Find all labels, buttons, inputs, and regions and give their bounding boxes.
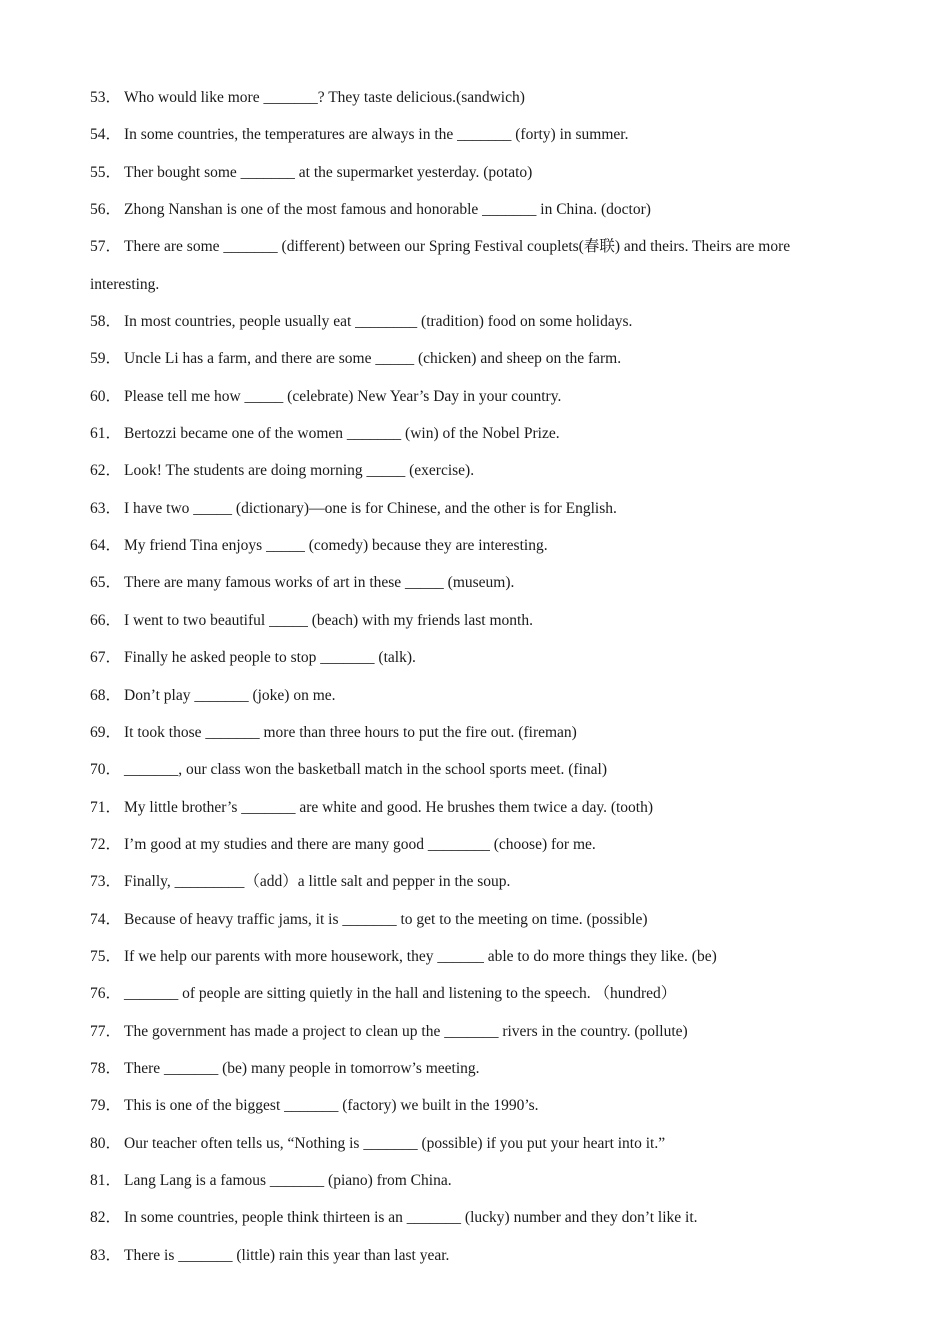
- question-number: 61．: [90, 425, 122, 443]
- question-text: Look! The students are doing morning _____ (exercise).: [124, 462, 475, 480]
- question-text: Bertozzi became one of the women _______ (win) of the Nobel Prize.: [124, 425, 560, 443]
- question-text: I’m good at my studies and there are many good ________ (choose) for me.: [124, 835, 596, 853]
- question-item: [90, 415, 860, 452]
- question-item: [90, 863, 860, 900]
- question-item: [90, 677, 860, 714]
- question-text: This is one of the biggest _______ (factory) we built in the 1990’s.: [124, 1097, 539, 1115]
- question-text: In most countries, people usually eat ________ (tradition) food on some holidays.: [124, 313, 633, 331]
- question-item: [90, 1125, 860, 1162]
- question-item: [90, 1013, 860, 1050]
- question-text: Because of heavy traffic jams, it is _______ to get to the meeting on time. (possible): [124, 910, 648, 928]
- question-number: 58．: [90, 313, 122, 331]
- question-text: There _______ (be) many people in tomorrow’s meeting.: [124, 1059, 480, 1077]
- question-number: 76．: [90, 985, 122, 1003]
- question-number: 66．: [90, 611, 122, 629]
- question-item: [90, 116, 860, 153]
- question-text: In some countries, people think thirteen is an _______ (lucky) number and they don’t like it.: [124, 1209, 698, 1227]
- question-number: 53．: [90, 89, 122, 106]
- question-number: 79．: [90, 1097, 122, 1115]
- question-item: [90, 1237, 860, 1274]
- question-item: [90, 154, 860, 191]
- question-number: 81．: [90, 1171, 122, 1189]
- question-number: 56．: [90, 201, 122, 219]
- question-number: 62．: [90, 462, 122, 480]
- question-text: My little brother’s _______ are white and good. He brushes them twice a day. (tooth): [124, 798, 654, 816]
- question-item: [90, 602, 860, 639]
- question-text: It took those _______ more than three hours to put the fire out. (fireman): [124, 723, 577, 741]
- question-number: 82．: [90, 1209, 122, 1227]
- question-text: My friend Tina enjoys _____ (comedy) because they are interesting.: [124, 537, 548, 555]
- question-text: If we help our parents with more housework, they ______ able to do more things they like. (be): [124, 947, 717, 965]
- question-number: 74．: [90, 910, 122, 928]
- question-text: I have two _____ (dictionary)—one is for Chinese, and the other is for English.: [124, 499, 617, 517]
- question-number: 78．: [90, 1059, 122, 1077]
- question-number: 72．: [90, 835, 122, 853]
- question-number: 59．: [90, 350, 122, 368]
- question-text: There are many famous works of art in these _____ (museum).: [124, 574, 515, 592]
- question-text: The government has made a project to clean up the _______ rivers in the country. (pollute): [124, 1022, 688, 1040]
- question-item: [90, 826, 860, 863]
- question-number: 68．: [90, 686, 122, 704]
- question-number: 63．: [90, 499, 122, 517]
- question-text: There is _______ (little) rain this year than last year.: [124, 1246, 450, 1264]
- question-number: 55．: [90, 163, 122, 181]
- question-item: [90, 378, 860, 415]
- question-text: _______, our class won the basketball match in the school sports meet. (final): [124, 761, 607, 779]
- question-item: [90, 1050, 860, 1087]
- question-item: [90, 1087, 860, 1124]
- question-item: [90, 901, 860, 938]
- question-number: 73．: [90, 873, 122, 891]
- question-text: Finally he asked people to stop _______ (talk).: [124, 649, 416, 667]
- question-text: Our teacher often tells us, “Nothing is _______ (possible) if you put your heart into it.”: [124, 1134, 666, 1152]
- question-item: [90, 975, 860, 1012]
- question-text: In some countries, the temperatures are always in the _______ (forty) in summer.: [124, 126, 629, 144]
- question-number: 65．: [90, 574, 122, 592]
- question-item: [90, 751, 860, 788]
- question-item: [90, 1162, 860, 1199]
- question-number: 77．: [90, 1022, 122, 1040]
- question-text: Lang Lang is a famous _______ (piano) from China.: [124, 1171, 452, 1189]
- question-text: Ther bought some _______ at the supermarket yesterday. (potato): [124, 163, 533, 181]
- question-item: [90, 490, 860, 527]
- question-text: Uncle Li has a farm, and there are some _____ (chicken) and sheep on the farm.: [124, 350, 622, 368]
- question-number: 83．: [90, 1246, 122, 1264]
- question-number: 60．: [90, 387, 122, 405]
- question-item: [90, 452, 860, 489]
- question-item: [90, 527, 860, 564]
- question-text: _______ of people are sitting quietly in the hall and listening to the speech. （hundred）: [124, 985, 677, 1003]
- question-text: Zhong Nanshan is one of the most famous and honorable _______ in China. (doctor): [124, 201, 651, 219]
- question-number: 71．: [90, 798, 122, 816]
- question-item: [90, 789, 860, 826]
- question-number: 80．: [90, 1134, 122, 1152]
- question-item: [90, 340, 860, 377]
- question-text: There are some _______ (different) between our Spring Festival couplets(春联) and theirs. Theirs are more interesting.: [90, 238, 791, 293]
- question-item: [90, 938, 860, 975]
- question-item: [90, 639, 860, 676]
- question-number: 57．: [90, 238, 122, 256]
- question-item: [90, 228, 860, 303]
- question-item: [90, 714, 860, 751]
- question-number: 70．: [90, 761, 122, 779]
- question-item: [90, 191, 860, 228]
- question-item: [90, 79, 860, 116]
- question-item: [90, 303, 860, 340]
- question-text: Who would like more _______? They taste delicious.(sandwich): [124, 89, 525, 106]
- question-number: 64．: [90, 537, 122, 555]
- question-text: Don’t play _______ (joke) on me.: [124, 686, 336, 704]
- question-number: 67．: [90, 649, 122, 667]
- question-text: Please tell me how _____ (celebrate) New Year’s Day in your country.: [124, 387, 562, 405]
- question-number: 54．: [90, 126, 122, 144]
- question-text: I went to two beautiful _____ (beach) with my friends last month.: [124, 611, 533, 629]
- question-item: [90, 1199, 860, 1236]
- question-item: [90, 564, 860, 601]
- question-number: 75．: [90, 947, 122, 965]
- question-text: Finally, _________（add）a little salt and pepper in the soup.: [124, 873, 511, 891]
- question-list: [90, 79, 860, 1274]
- question-number: 69．: [90, 723, 122, 741]
